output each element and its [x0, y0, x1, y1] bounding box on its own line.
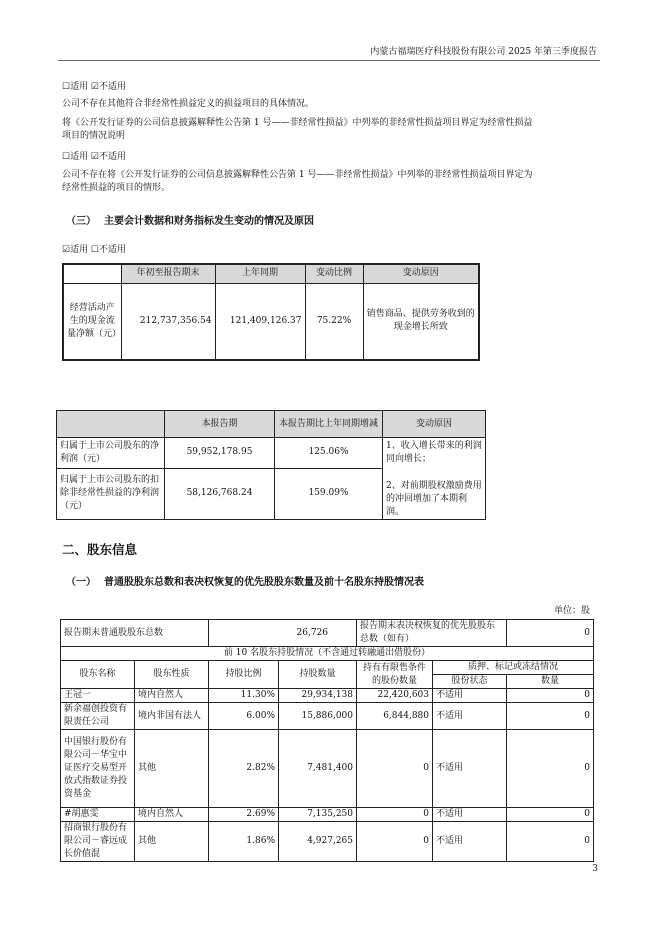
holder-nature: 境内自然人 — [135, 689, 209, 703]
section-3-number: （三） — [66, 216, 96, 227]
table-row — [61, 703, 594, 730]
reason-line-2: 2、对前期股权激励费用的冲回增加了本期利润。 — [386, 481, 482, 517]
change-reason — [383, 438, 486, 520]
col-header: 变动原因 — [363, 264, 479, 283]
table-row — [61, 689, 594, 703]
col-header: 持股比例 — [209, 661, 279, 689]
page-header: 内蒙古福瑞医疗科技股份有限公司 2025 年第三季度报告 — [370, 47, 597, 57]
profit-change-table — [56, 410, 486, 520]
holder-pledged: 0 — [507, 730, 594, 808]
holder-nature: 境内自然人 — [135, 808, 209, 822]
col-header: 股东名称 — [61, 661, 135, 689]
holder-name: 招商银行股份有限公司－睿远成长价值混 — [61, 822, 135, 862]
col-header: 质押、标记或冻结情况 — [433, 661, 594, 675]
header-rule — [58, 60, 600, 61]
holder-ratio: 11.30% — [209, 689, 279, 703]
cell-value: 75.22% — [305, 283, 363, 360]
row-label: 归属于上市公司股东的扣除非经常性损益的净利润（元） — [57, 468, 165, 519]
change-reason: 销售商品、提供劳务收到的现金增长所致 — [363, 283, 479, 360]
col-header: 股东性质 — [135, 661, 209, 689]
cashflow-change-table — [62, 263, 480, 361]
holder-qty: 29,934,138 — [279, 689, 357, 703]
cell-value: 125.06% — [275, 438, 383, 469]
cell-value: 58,126,768.24 — [165, 468, 275, 519]
section-3-title: 主要会计数据和财务指标发生变动的情况及原因 — [104, 216, 314, 227]
shareholders-table — [60, 619, 594, 862]
corner-cell — [57, 411, 165, 438]
applicability-note-1: ☐适用 ☑不适用 — [62, 82, 126, 92]
col-header: 数量 — [507, 675, 594, 689]
holder-status: 不适用 — [433, 703, 507, 730]
table-row — [61, 822, 594, 862]
holder-name: #胡惠雯 — [61, 808, 135, 822]
paragraph-definition-b: 项目的情况说明 — [62, 131, 126, 141]
holder-qty: 7,481,400 — [279, 730, 357, 808]
table-row — [61, 808, 594, 822]
holder-qty: 4,927,265 — [279, 822, 357, 862]
unit-label: 单位：股 — [553, 606, 590, 616]
holder-pledged: 0 — [507, 703, 594, 730]
holder-pledged: 0 — [507, 689, 594, 703]
pref-holders-label: 报告期末表决权恢复的优先股股东总数（如有） — [357, 620, 507, 647]
col-header: 变动原因 — [383, 411, 486, 438]
holder-name: 中国银行股份有限公司－华宝中证医疗交易型开放式指数证券投资基金 — [61, 730, 135, 808]
holder-status: 不适用 — [433, 808, 507, 822]
paragraph-definition-a: 将《公开发行证券的公司信息披露解释性公告第 1 号——非经常性损益》中列举的非经常性损益项目界定为经常性损益 — [62, 118, 533, 128]
reason-line-1: 1、收入增长带来的利润同向增长； — [386, 441, 482, 464]
cell-value: 159.09% — [275, 468, 383, 519]
page-number: 3 — [592, 864, 598, 874]
holder-name: 王冠一 — [61, 689, 135, 703]
applicability-note-3: ☑适用 ☐不适用 — [62, 245, 126, 255]
row-label: 归属于上市公司股东的净利润（元） — [57, 438, 165, 469]
total-holders-label: 报告期末普通股股东总数 — [61, 620, 209, 647]
cell-value: 59,952,178.95 — [165, 438, 275, 469]
holder-nature: 境内非国有法人 — [135, 703, 209, 730]
col-header: 本报告期 — [165, 411, 275, 438]
holder-restricted: 6,844,880 — [357, 703, 433, 730]
paragraph-other-items: 公司不存在其他符合非经常性损益定义的损益项目的具体情况。 — [62, 99, 315, 109]
holder-ratio: 6.00% — [209, 703, 279, 730]
holder-name: 新余福创投资有限责任公司 — [61, 703, 135, 730]
holder-pledged: 0 — [507, 808, 594, 822]
paragraph-reclass-b: 经常性损益的项目的情形。 — [62, 183, 171, 193]
holder-qty: 7,135,250 — [279, 808, 357, 822]
holder-qty: 15,886,000 — [279, 703, 357, 730]
section-1-number: （一） — [66, 577, 96, 588]
holder-restricted: 22,420,603 — [357, 689, 433, 703]
holder-nature: 其他 — [135, 730, 209, 808]
col-header: 本报告期比上年同期增减 — [275, 411, 383, 438]
holder-pledged: 0 — [507, 822, 594, 862]
cell-value: 212,737,356.54 — [121, 283, 215, 360]
col-header: 持有有限售条件的股份数量 — [357, 661, 433, 689]
col-header: 上年同期 — [215, 264, 305, 283]
section-1-title: 普通股股东总数和表决权恢复的优先股股东数量及前十名股东持股情况表 — [104, 577, 424, 588]
corner-cell — [63, 264, 121, 283]
row-label: 经营活动产生的现金流量净额（元） — [63, 283, 121, 360]
top10-caption: 前 10 名股东持股情况（不含通过转融通出借股份） — [61, 647, 594, 661]
holder-status: 不适用 — [433, 822, 507, 862]
applicability-note-2: ☐适用 ☑不适用 — [62, 152, 126, 162]
pref-holders-value: 0 — [507, 620, 594, 647]
section-title-shareholders: 二、股东信息 — [62, 542, 138, 557]
holder-ratio: 1.86% — [209, 822, 279, 862]
total-holders-value: 26,726 — [209, 620, 357, 647]
holder-restricted: 0 — [357, 730, 433, 808]
col-header: 持股数量 — [279, 661, 357, 689]
holder-ratio: 2.82% — [209, 730, 279, 808]
col-header: 变动比例 — [305, 264, 363, 283]
holder-status: 不适用 — [433, 689, 507, 703]
cell-value: 121,409,126.37 — [215, 283, 305, 360]
holder-restricted: 0 — [357, 808, 433, 822]
holder-ratio: 2.69% — [209, 808, 279, 822]
holder-status: 不适用 — [433, 730, 507, 808]
paragraph-reclass-a: 公司不存在将《公开发行证券的公司信息披露解释性公告第 1 号——非经常性损益》中列举的非经常性损益项目界定为 — [62, 170, 533, 180]
col-header: 年初至报告期末 — [121, 264, 215, 283]
table-row — [61, 730, 594, 808]
col-header: 股份状态 — [433, 675, 507, 689]
holder-restricted: 0 — [357, 822, 433, 862]
holder-nature: 其他 — [135, 822, 209, 862]
